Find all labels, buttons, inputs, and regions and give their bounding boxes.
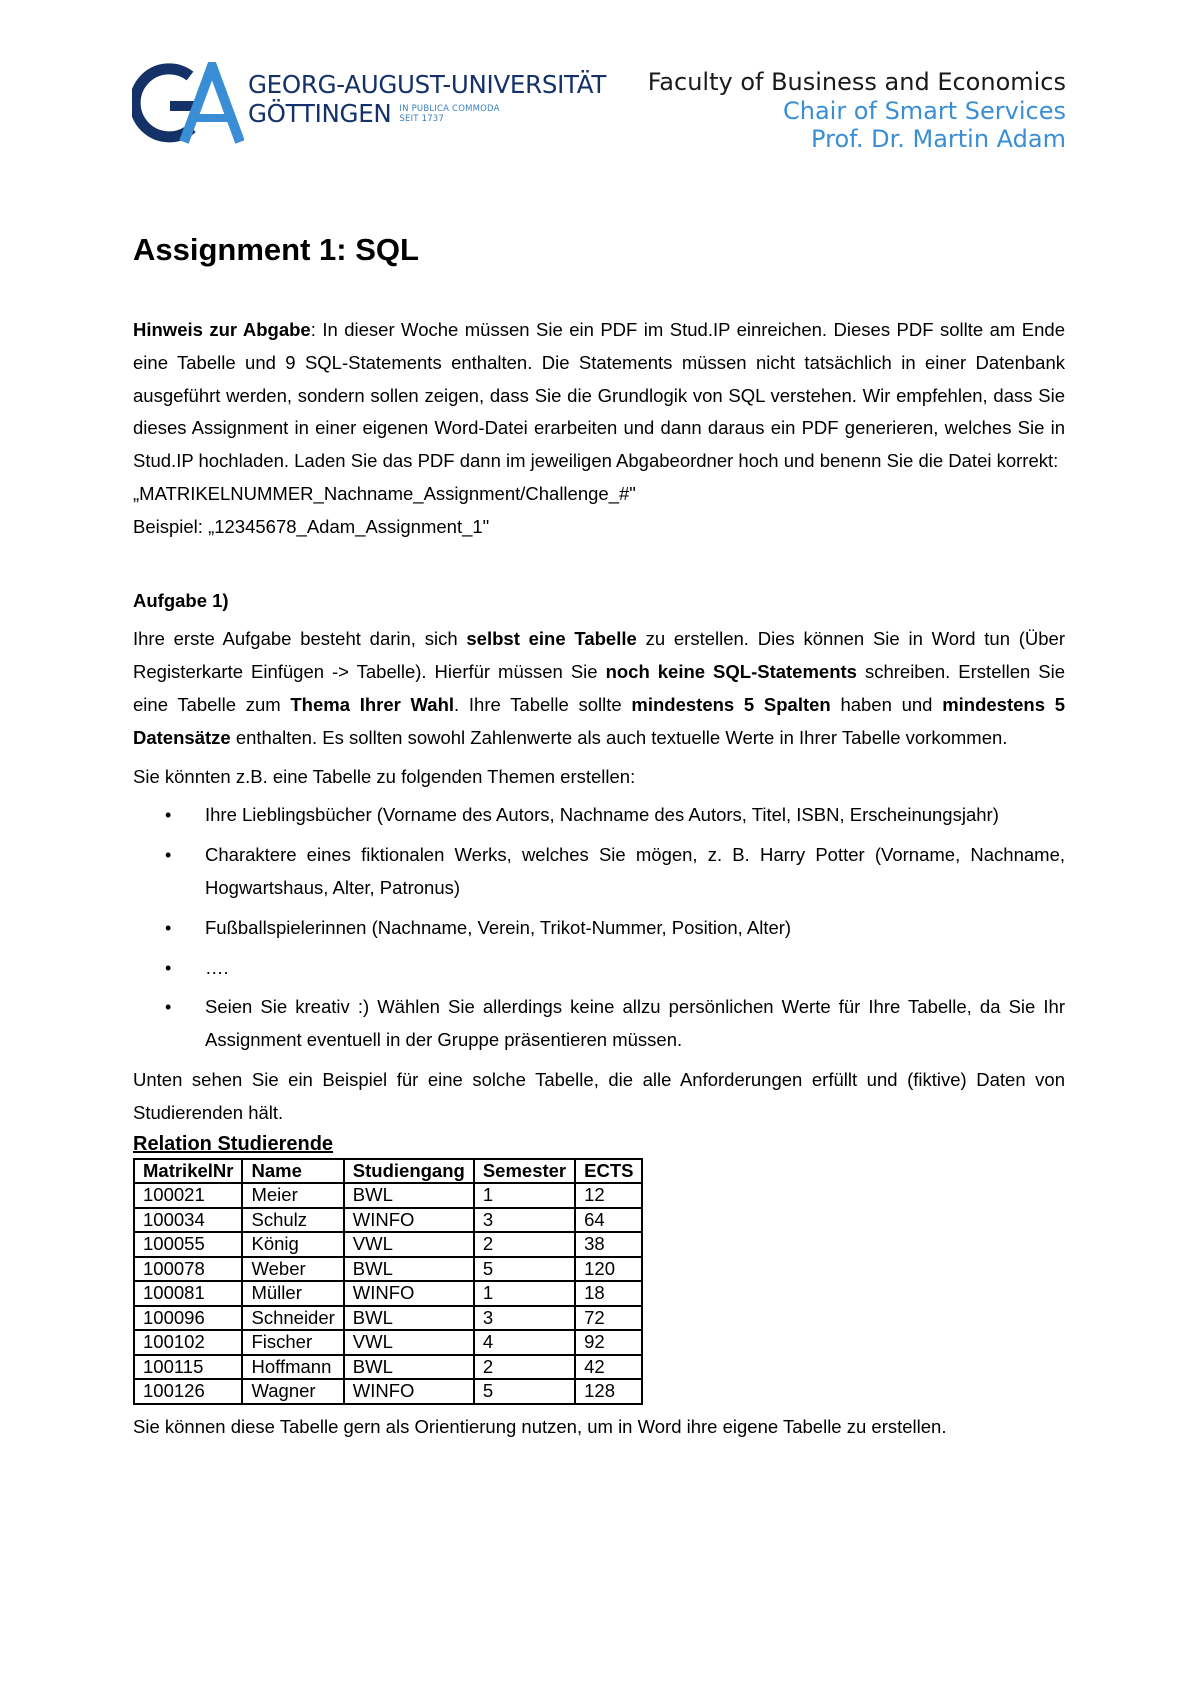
table-cell: Fischer xyxy=(242,1330,343,1355)
table-cell: 100078 xyxy=(134,1257,242,1282)
aufgabe1-heading: Aufgabe 1) xyxy=(133,589,229,611)
table-cell: VWL xyxy=(344,1232,474,1257)
table-cell: 4 xyxy=(474,1330,575,1355)
list-item-text: …. xyxy=(205,956,229,978)
table-cell: WINFO xyxy=(344,1208,474,1233)
table-row xyxy=(134,1281,642,1306)
table-cell: BWL xyxy=(344,1306,474,1331)
table-cell: 92 xyxy=(575,1330,642,1355)
table-cell: 18 xyxy=(575,1281,642,1306)
table-row xyxy=(134,1306,642,1331)
column-header: MatrikelNr xyxy=(134,1159,242,1184)
hinweis-label: Hinweis zur Abgabe xyxy=(133,319,311,340)
university-name-line2-row xyxy=(248,99,606,128)
page-header xyxy=(0,0,1200,170)
topic-list xyxy=(133,799,1065,1057)
intro-t2: zu erstellen. Dies können Sie in Word tun (Über Registerkarte Einfügen -> Tabelle). Hierfür müssen Sie xyxy=(133,628,1066,683)
table-row xyxy=(134,1379,642,1404)
table-cell: 5 xyxy=(474,1379,575,1404)
table-header-row xyxy=(134,1159,642,1184)
table-cell: 100126 xyxy=(134,1379,242,1404)
faculty-name: Faculty of Business and Economics xyxy=(647,68,1066,96)
table-cell: 2 xyxy=(474,1355,575,1380)
bullet-icon: • xyxy=(165,997,172,1018)
table-cell: Hoffmann xyxy=(242,1355,343,1380)
table-cell: BWL xyxy=(344,1257,474,1282)
table-cell: 100081 xyxy=(134,1281,242,1306)
filename-example: Beispiel: „12345678_Adam_Assignment_1" xyxy=(133,515,490,537)
bullet-icon: • xyxy=(165,805,172,826)
table-intro: Unten sehen Sie ein Beispiel für eine solche Tabelle, die alle Anforderungen erfüllt und (fiktive) Daten von Studierenden hält. xyxy=(133,1068,1065,1123)
table-row xyxy=(134,1355,642,1380)
bullet-icon: • xyxy=(165,845,172,866)
page-title: Assignment 1: SQL xyxy=(133,232,419,267)
university-name xyxy=(248,70,606,128)
column-header: ECTS xyxy=(575,1159,642,1184)
intro-b1: selbst eine Tabelle xyxy=(466,628,637,650)
bullet-icon: • xyxy=(165,917,172,938)
intro-b5: mindestens 5 Datensätze xyxy=(133,693,1065,748)
table-cell: WINFO xyxy=(344,1281,474,1306)
table-cell: 100021 xyxy=(134,1183,242,1208)
intro-b2: noch keine SQL-Statements xyxy=(605,661,857,683)
list-item xyxy=(133,799,1065,832)
table-row xyxy=(134,1330,642,1355)
table-cell: 72 xyxy=(575,1306,642,1331)
table-cell: BWL xyxy=(344,1355,474,1380)
table-cell: Müller xyxy=(242,1281,343,1306)
intro-t4: . Ihre Tabelle sollte xyxy=(454,693,632,715)
motto-line1: IN PUBLICA COMMODA xyxy=(399,103,500,114)
table-cell: 12 xyxy=(575,1183,642,1208)
university-logo-icon xyxy=(132,62,244,146)
table-cell: Schneider xyxy=(242,1306,343,1331)
table-cell: 1 xyxy=(474,1183,575,1208)
university-motto xyxy=(399,104,499,124)
table-cell: 120 xyxy=(575,1257,642,1282)
university-name-line2: GÖTTINGEN xyxy=(248,99,392,128)
table-cell: König xyxy=(242,1232,343,1257)
list-item-text: Ihre Lieblingsbücher (Vorname des Autors, Nachname des Autors, Titel, ISBN, Erscheinungsjahr) xyxy=(205,804,999,826)
intro-t6: enthalten. Es sollten sowohl Zahlenwerte als auch textuelle Werte in Ihrer Tabelle vorkommen. xyxy=(230,726,1008,748)
list-item xyxy=(133,912,1065,945)
table-cell: BWL xyxy=(344,1183,474,1208)
column-header: Name xyxy=(242,1159,343,1184)
hinweis-paragraph xyxy=(133,314,1065,478)
table-title: Relation Studierende xyxy=(133,1132,334,1155)
filename-pattern: „MATRIKELNUMMER_Nachname_Assignment/Challenge_#" xyxy=(133,482,636,504)
intro-b4: mindestens 5 Spalten xyxy=(631,693,831,715)
hinweis-text: : In dieser Woche müssen Sie ein PDF im Stud.IP einreichen. Dieses PDF sollte am Ende eine Tabelle und 9 SQL-Statements enthalten. Die Statements müssen nicht tatsächlich in einer Datenbank ausgeführt werden, sondern sollen zeigen, dass Sie die Grundlogik von SQL verstehen. Wir empfehlen, dass Sie dieses Assignment in einer eigenen Word-Datei erarbeiten und dann daraus ein PDF generieren, welches Sie in Stud.IP hochladen. Laden Sie das PDF dann im jeweiligen Abgabeordner hoch und benenn Sie die Datei korrekt: xyxy=(133,319,1065,472)
table-row xyxy=(134,1257,642,1282)
list-item-text: Seien Sie kreativ :) Wählen Sie allerdings keine allzu persönlichen Werte für Ihre Tabelle, da Sie Ihr Assignment eventuell in der Gruppe präsentieren müssen. xyxy=(205,996,1065,1051)
motto-line2: SEIT 1737 xyxy=(399,113,445,124)
closing-paragraph: Sie können diese Tabelle gern als Orientierung nutzen, um in Word ihre eigene Tabelle zu erstellen. xyxy=(133,1415,947,1437)
intro-t1: Ihre erste Aufgabe besteht darin, sich xyxy=(133,628,467,650)
bullet-icon: • xyxy=(165,957,172,978)
list-item xyxy=(133,839,1065,905)
table-cell: Schulz xyxy=(242,1208,343,1233)
university-name-line1: GEORG-AUGUST-UNIVERSITÄT xyxy=(248,70,606,99)
table-cell: 128 xyxy=(575,1379,642,1404)
table-cell: VWL xyxy=(344,1330,474,1355)
list-item-text: Charaktere eines fiktionalen Werks, welches Sie mögen, z. B. Harry Potter (Vorname, Nachname, Hogwartshaus, Alter, Patronus) xyxy=(205,844,1065,898)
list-item xyxy=(133,991,1065,1057)
table-cell: 3 xyxy=(474,1208,575,1233)
table-row xyxy=(134,1208,642,1233)
intro-t5: haben und xyxy=(830,693,943,715)
list-item xyxy=(133,952,1065,985)
aufgabe1-intro xyxy=(133,623,1065,754)
chair-name: Chair of Smart Services xyxy=(782,96,1066,125)
table-cell: Meier xyxy=(242,1183,343,1208)
table-cell: 5 xyxy=(474,1257,575,1282)
professor-name: Prof. Dr. Martin Adam xyxy=(811,125,1066,153)
column-header: Semester xyxy=(474,1159,575,1184)
table-cell: Wagner xyxy=(242,1379,343,1404)
document-body xyxy=(133,314,1065,1443)
topics-intro: Sie könnten z.B. eine Tabelle zu folgenden Themen erstellen: xyxy=(133,765,636,787)
intro-t3: schreiben. Erstellen Sie eine Tabelle zum xyxy=(133,661,1066,715)
table-cell: 100034 xyxy=(134,1208,242,1233)
table-cell: WINFO xyxy=(344,1379,474,1404)
table-cell: 100055 xyxy=(134,1232,242,1257)
table-cell: 100115 xyxy=(134,1355,242,1380)
table-cell: 38 xyxy=(575,1232,642,1257)
studierende-table xyxy=(133,1158,643,1405)
column-header: Studiengang xyxy=(344,1159,474,1184)
table-row xyxy=(134,1232,642,1257)
list-item-text: Fußballspielerinnen (Nachname, Verein, Trikot-Nummer, Position, Alter) xyxy=(205,916,792,938)
table-row xyxy=(134,1183,642,1208)
table-cell: 1 xyxy=(474,1281,575,1306)
faculty-block xyxy=(648,68,1066,154)
table-cell: 42 xyxy=(575,1355,642,1380)
table-cell: 2 xyxy=(474,1232,575,1257)
table-cell: 100102 xyxy=(134,1330,242,1355)
table-cell: Weber xyxy=(242,1257,343,1282)
table-cell: 3 xyxy=(474,1306,575,1331)
table-cell: 64 xyxy=(575,1208,642,1233)
table-cell: 100096 xyxy=(134,1306,242,1331)
intro-b3: Thema Ihrer Wahl xyxy=(290,693,455,715)
